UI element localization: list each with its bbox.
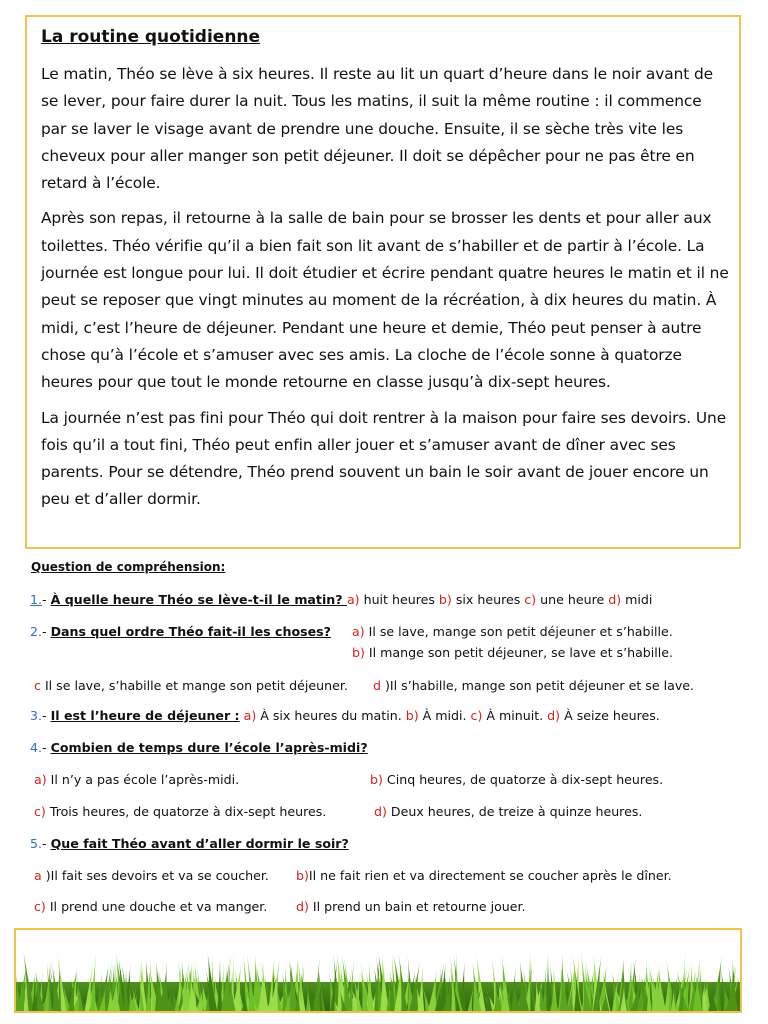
question-text: Que fait Théo avant d’aller dormir le soir? bbox=[50, 836, 349, 851]
option-letter: d bbox=[373, 678, 381, 693]
question-text: À quelle heure Théo se lève-t-il le matin? bbox=[50, 592, 347, 607]
option-answer: Il ne fait rien et va directement se coucher après le dîner. bbox=[308, 868, 672, 883]
option-answer: Deux heures, de treize à quinze heures. bbox=[386, 804, 643, 819]
reading-paragraph-3: La journée n’est pas fini pour Théo qui doit rentrer à la maison pour faire ses devoirs. Une fois qu’il a tout fini, Théo peut enfin aller jouer et s’amuser avant de dîner avec ses parents. Pour se détendre, Théo prend souvent un bain le soir avant de jouer encore un peu et d’aller dormir. bbox=[41, 408, 727, 509]
reading-paragraph-2: Après son repas, il retourne à la salle de bain pour se brosser les dents et pour aller aux toilettes. Théo vérifie qu’il a bien fait son lit avant de s’habiller et de partir à l’école. La journée est longue pour lui. Il doit étudier et écrire pendant quatre heures le matin et il ne peut se reposer que vingt minutes au moment de la récréation, à dix heures du matin. À midi, c’est l’heure de déjeuner. Pendant une heure et demie, Théo peut penser à autre chose qu’à l’école et s’amuser avec ses amis. La cloche de l’école sonne à quatorze heures pour que tout le monde retourne en classe jusqu’à dix-sept heures. bbox=[41, 209, 729, 392]
option-answer: )Il s’habille, mange son petit déjeuner et se lave. bbox=[381, 678, 695, 693]
option-5d bbox=[296, 899, 526, 914]
option-4a bbox=[34, 772, 239, 787]
option-letter: c) bbox=[524, 592, 537, 607]
reading-text-box bbox=[25, 15, 741, 549]
option-answer: Il se lave, s’habille et mange son petit déjeuner. bbox=[40, 678, 348, 693]
option-answer: Il prend une douche et va manger. bbox=[45, 899, 268, 914]
question-number: 4. bbox=[30, 740, 43, 755]
grass-strip-image bbox=[16, 930, 740, 1011]
option-2c bbox=[34, 678, 348, 693]
option-letter: d) bbox=[296, 899, 309, 914]
option-letter: d) bbox=[374, 804, 387, 819]
question-number: 2. bbox=[30, 624, 43, 639]
option-letter: b) bbox=[296, 868, 309, 883]
reading-paragraph-1: Le matin, Théo se lève à six heures. Il reste au lit un quart d’heure dans le noir avant de se lever, pour faire durer la nuit. Tous les matins, il suit la même routine : il commence par se laver le visage avant de prendre une douche. Ensuite, il se sèche très vite les cheveux pour aller manger son petit déjeuner. Il doit se dépêcher pour ne pas être en retard à l’école. bbox=[41, 65, 714, 193]
option-answer: six heures bbox=[451, 592, 525, 607]
option-4b bbox=[370, 772, 663, 787]
option-letter: b) bbox=[438, 592, 452, 607]
option-4d bbox=[374, 804, 642, 819]
question-5: 5.- Que fait Théo avant d’aller dormir le soir? bbox=[30, 836, 349, 851]
question-text: Dans quel ordre Théo fait-il les choses? bbox=[50, 624, 331, 639]
option-letter: c) bbox=[34, 899, 46, 914]
question-number: 1. bbox=[30, 592, 43, 607]
option-letter: b) bbox=[405, 708, 419, 723]
option-letter: a) bbox=[346, 592, 360, 607]
option-answer: midi bbox=[621, 592, 653, 607]
option-2d bbox=[373, 678, 694, 693]
questions-header: Question de compréhension: bbox=[31, 560, 226, 574]
option-letter: a) bbox=[243, 708, 257, 723]
question-number: 5. bbox=[30, 836, 43, 851]
option-5b bbox=[296, 868, 672, 883]
option-4c bbox=[34, 804, 326, 819]
option-letter: d) bbox=[547, 708, 561, 723]
option-answer: )Il fait ses devoirs et va se coucher. bbox=[41, 868, 269, 883]
option-letter: a bbox=[34, 868, 42, 883]
question-text: Il est l’heure de déjeuner : bbox=[50, 708, 240, 723]
option-answer: À minuit. bbox=[482, 708, 548, 723]
option-5c bbox=[34, 899, 267, 914]
option-answer: huit heures bbox=[359, 592, 439, 607]
reading-title: La routine quotidienne bbox=[41, 27, 261, 47]
option-answer: Il prend un bain et retourne jouer. bbox=[308, 899, 526, 914]
question-3: 3.- Il est l’heure de déjeuner : a) À six heures du matin. b) À midi. c) À minuit. d) À seize heures. bbox=[30, 708, 660, 723]
option-answer: Cinq heures, de quatorze à dix-sept heures. bbox=[382, 772, 664, 787]
question-2: 2.- Dans quel ordre Théo fait-il les choses? bbox=[30, 624, 331, 639]
option-answer: À six heures du matin. bbox=[256, 708, 406, 723]
option-letter: c bbox=[34, 678, 41, 693]
option-letter: a) bbox=[352, 624, 365, 639]
question-4: 4.- Combien de temps dure l’école l’après-midi? bbox=[30, 740, 368, 755]
option-5a bbox=[34, 868, 269, 883]
option-answer: Il se lave, mange son petit déjeuner et s’habille. bbox=[364, 624, 673, 639]
option-2b bbox=[352, 645, 673, 660]
question-number: 3. bbox=[30, 708, 43, 723]
option-2a bbox=[352, 624, 673, 639]
option-letter: a) bbox=[34, 772, 47, 787]
option-answer: À midi. bbox=[418, 708, 471, 723]
option-letter: c) bbox=[470, 708, 483, 723]
question-1: 1.- À quelle heure Théo se lève-t-il le matin? a) huit heures b) six heures c) une heure d) midi bbox=[30, 592, 653, 607]
option-letter: c) bbox=[34, 804, 46, 819]
option-letter: d) bbox=[608, 592, 622, 607]
option-answer: Il n’y a pas école l’après-midi. bbox=[46, 772, 240, 787]
option-answer: À seize heures. bbox=[560, 708, 660, 723]
option-letter: b) bbox=[370, 772, 383, 787]
option-answer: Il mange son petit déjeuner, se lave et s’habille. bbox=[364, 645, 674, 660]
option-answer: Trois heures, de quatorze à dix-sept heures. bbox=[45, 804, 327, 819]
grass-decoration-box bbox=[14, 928, 742, 1013]
question-text: Combien de temps dure l’école l’après-midi? bbox=[50, 740, 368, 755]
option-answer: une heure bbox=[536, 592, 609, 607]
option-letter: b) bbox=[352, 645, 365, 660]
